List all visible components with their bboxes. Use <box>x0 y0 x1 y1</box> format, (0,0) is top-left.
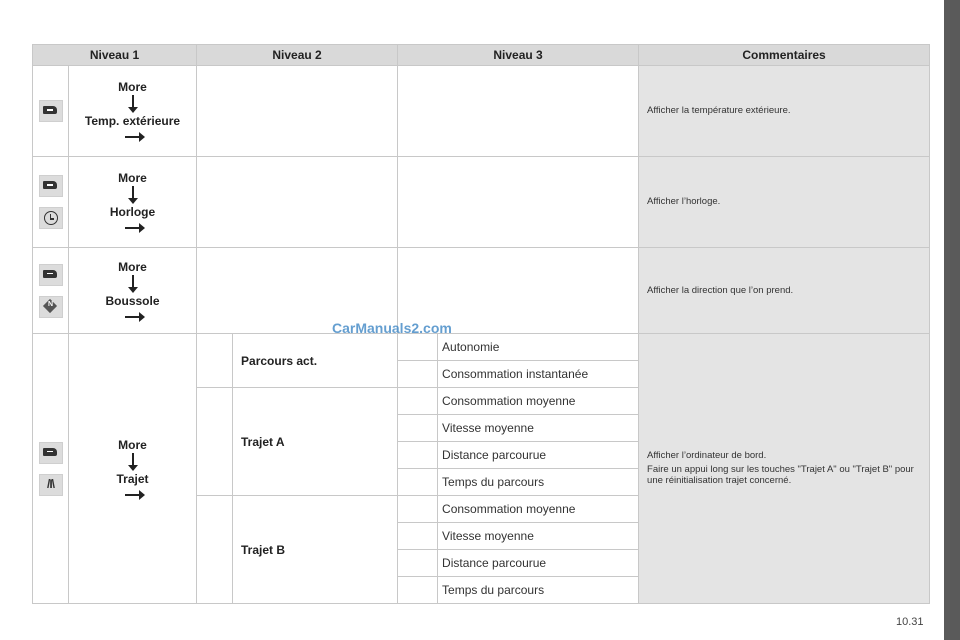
table-row <box>33 334 930 361</box>
icon-cell <box>33 334 69 604</box>
menu-label: More <box>118 437 147 452</box>
niveau-3-item: Distance parcourue <box>438 442 639 469</box>
menu-item-label: Temp. extérieure <box>84 114 181 128</box>
comment-cell: Afficher la direction que l’on prend. <box>639 248 930 334</box>
icon-cell <box>33 157 69 248</box>
comment-cell: Afficher la température extérieure. <box>639 66 930 157</box>
menu-label: More <box>118 80 147 94</box>
arrow-down-icon <box>132 453 134 467</box>
niveau-1-cell <box>69 248 197 334</box>
arrow-right-icon <box>125 227 141 229</box>
niveau-3-item: Consommation moyenne <box>438 388 639 415</box>
comment-cell <box>639 334 930 604</box>
icon-cell <box>33 66 69 157</box>
arrow-down-icon <box>132 95 134 109</box>
menu-item-label: Boussole <box>105 293 160 308</box>
niveau-1-cell <box>69 334 197 604</box>
dashboard-button-icon <box>39 175 63 197</box>
niveau-2-group-label: Parcours act. <box>233 334 398 388</box>
niveau-3-item: Temps du parcours <box>438 577 639 604</box>
niveau-1-cell <box>69 157 197 248</box>
comment-cell: Afficher l’horloge. <box>639 157 930 248</box>
niveau-2-group-label: Trajet B <box>233 496 398 604</box>
road-glyph: /I\ <box>46 476 54 491</box>
header-niveau-3: Niveau 3 <box>398 45 639 66</box>
niveau-2-cell <box>197 66 398 157</box>
menu-label: More <box>118 171 147 185</box>
niveau-2-group-label: Trajet A <box>233 388 398 496</box>
icon-cell <box>33 248 69 334</box>
arrow-right-icon <box>125 316 141 318</box>
arrow-right-icon <box>125 494 141 496</box>
road-icon <box>39 474 63 496</box>
dashboard-button-icon <box>39 442 63 464</box>
niveau-3-item: Vitesse moyenne <box>438 415 639 442</box>
comment-line: Afficher l’ordinateur de bord. <box>647 449 767 461</box>
niveau-2-cell <box>197 157 398 248</box>
niveau-3-item: Consommation instantanée <box>438 361 639 388</box>
table-row <box>33 66 930 157</box>
menu-item-label: Horloge <box>109 205 156 219</box>
header-niveau-1: Niveau 1 <box>33 45 197 66</box>
header-niveau-2: Niveau 2 <box>197 45 398 66</box>
menu-table <box>32 44 930 604</box>
niveau-3-item: Autonomie <box>438 334 639 361</box>
niveau-3-cell <box>398 157 639 248</box>
niveau-1-cell <box>69 66 197 157</box>
page-number: 10.31 <box>896 616 924 628</box>
table-header <box>33 45 930 66</box>
header-commentaires: Commentaires <box>639 45 930 66</box>
page-edge-strip <box>944 0 960 640</box>
arrow-right-icon <box>125 136 141 138</box>
clock-icon <box>39 207 63 229</box>
comment-line: Faire un appui long sur les touches "Trajet A" ou "Trajet B" pour une réinitialisation trajet concerné. <box>647 463 914 487</box>
menu-label: More <box>118 259 147 274</box>
niveau-3-item: Consommation moyenne <box>438 496 639 523</box>
compass-icon <box>39 296 63 318</box>
menu-item-label: Trajet <box>116 471 149 486</box>
niveau-3-cell <box>398 66 639 157</box>
watermark-text: CarManuals2.com <box>332 320 452 336</box>
niveau-3-item: Distance parcourue <box>438 550 639 577</box>
niveau-3-item: Temps du parcours <box>438 469 639 496</box>
dashboard-button-icon <box>39 264 63 286</box>
arrow-down-icon <box>132 275 134 289</box>
compass-letter: N <box>47 300 54 308</box>
dashboard-button-icon <box>39 100 63 122</box>
niveau-3-item: Vitesse moyenne <box>438 523 639 550</box>
arrow-down-icon <box>132 186 134 200</box>
table-row <box>33 157 930 248</box>
table-row <box>33 248 930 334</box>
